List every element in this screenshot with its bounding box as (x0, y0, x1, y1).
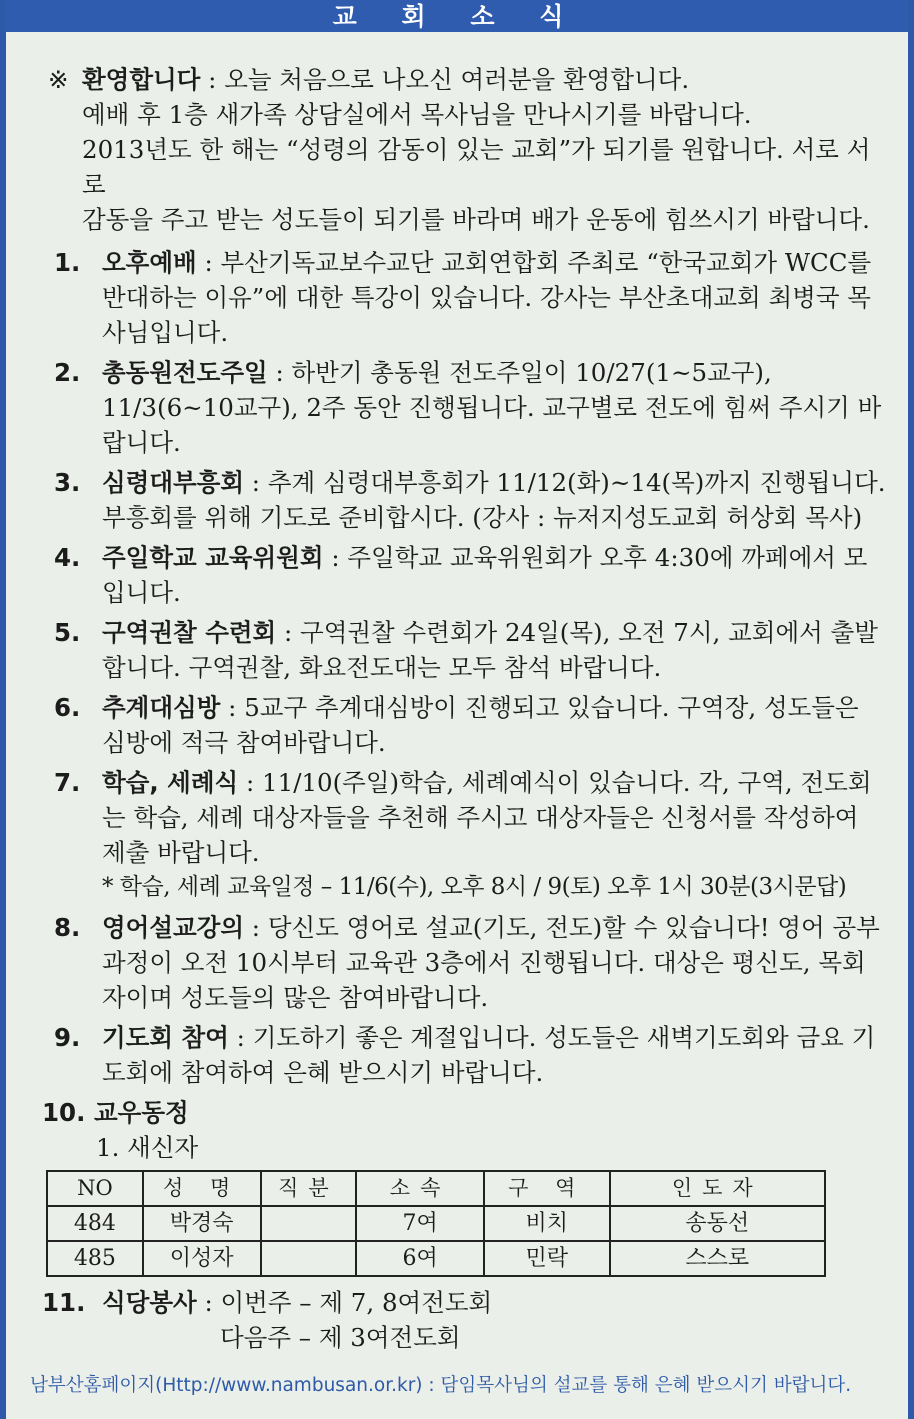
notice-number: 3. (54, 468, 81, 497)
notice-heading: 기도회 참여 (102, 1023, 229, 1052)
column-header: 구 역 (484, 1171, 610, 1206)
table-cell (261, 1206, 357, 1241)
table-row (47, 1206, 825, 1241)
reference-mark-icon: ※ (48, 65, 69, 94)
notice-item-visitation: 6. 추계대심방 : 5교구 추계대심방이 진행되고 있습니다. 구역장, 성도들은 심방에 적극 참여바랍니다. (34, 690, 886, 760)
notice-number: 2. (54, 358, 81, 387)
roster-subtitle: 1. 새신자 (96, 1133, 199, 1162)
notice-number: 6. (54, 693, 81, 722)
column-header: 인도자 (610, 1171, 825, 1206)
notice-number: 11. (42, 1288, 86, 1317)
service-this-week: 이번주 – 제 7, 8여전도회 (220, 1288, 493, 1317)
notice-text: 하반기 총동원 전도주일이 10/27(1~5교구), 11/3(6~10교구), 2주 동안 진행됩니다. 교구별로 전도에 힘써 주시기 바랍니다. (102, 358, 882, 457)
notice-item-revival: 3. 심령대부흥회 : 추계 심령대부흥회가 11/12(화)~14(목)까지 진행됩니다. 부흥회를 위해 기도로 준비합시다. (강사 : 뉴저지성도교회 허상회 목사) (34, 465, 886, 535)
notice-number: 8. (54, 913, 81, 942)
table-cell: 485 (47, 1241, 143, 1276)
column-header: 성 명 (143, 1171, 261, 1206)
notice-note: * 학습, 세례 교육일정 – 11/6(수), 오후 8시 / 9(토) 오후 1시 30분(3시문답) (102, 874, 847, 900)
notice-text: 기도하기 좋은 계절입니다. 성도들은 새벽기도회와 금요 기도회에 참여하여 은혜 받으시기 바랍니다. (102, 1023, 876, 1087)
table-header-row (47, 1171, 825, 1206)
notice-number: 5. (54, 618, 81, 647)
notice-number: 4. (54, 543, 81, 572)
table-cell: 송동선 (610, 1206, 825, 1241)
notice-number: 7. (54, 768, 81, 797)
table-cell: 7여 (356, 1206, 484, 1241)
welcome-first-line: ※ 환영합니다 : 오늘 처음으로 나오신 여러분을 환영합니다. (34, 62, 886, 97)
notice-text: 구역권찰 수련회가 24일(목), 오전 7시, 교회에서 출발합니다. 구역권찰, 화요전도대는 모두 참석 바랍니다. (102, 618, 878, 682)
column-header: NO (47, 1171, 143, 1206)
notice-text: 당신도 영어로 설교(기도, 전도)할 수 있습니다! 영어 공부과정이 오전 10시부터 교육관 3층에서 진행됩니다. 대상은 평신도, 목회자이며 성도들의 많은 참여바랍니다. (102, 913, 880, 1012)
table-cell: 민락 (484, 1241, 610, 1276)
homepage-footer: 남부산홈페이지(Http://www.nambusan.or.kr) : 담임목사님의 설교를 통해 은혜 받으시기 바랍니다. (30, 1375, 852, 1396)
notice-heading: 심령대부흥회 (102, 468, 245, 497)
notice-heading: 주일학교 교육위원회 (102, 543, 324, 572)
notice-text: 11/10(주일)학습, 세례예식이 있습니다. 각, 구역, 전도회는 학습, 세례 대상자들을 추천해 주시고 대상자들은 신청서를 작성하여 제출 바랍니다. (102, 768, 872, 867)
notice-item-member-news (34, 1095, 886, 1165)
table-cell (261, 1241, 357, 1276)
notice-item-afternoon-service: 1. 오후예배 : 부산기독교보수교단 교회연합회 주최로 “한국교회가 WCC를 반대하는 이유”에 대한 특강이 있습니다. 강사는 부산초대교회 최병국 목사님입니다. (34, 245, 886, 350)
welcome-section (34, 62, 886, 237)
table-row (47, 1241, 825, 1276)
column-header: 소속 (356, 1171, 484, 1206)
notice-heading: 추계대심방 (102, 693, 221, 722)
table-cell: 스스로 (610, 1241, 825, 1276)
notice-text: 주일학교 교육위원회가 오후 4:30에 까페에서 모입니다. (102, 543, 868, 607)
notice-number: 1. (54, 248, 81, 277)
notice-heading: 오후예배 (102, 248, 197, 277)
welcome-line: 감동을 주고 받는 성도들이 되기를 바라며 배가 운동에 힘쓰시기 바랍니다. (82, 205, 870, 234)
notice-heading: 구역권찰 수련회 (102, 618, 277, 647)
table-cell: 이성자 (143, 1241, 261, 1276)
column-header: 직분 (261, 1171, 357, 1206)
notice-text: 부산기독교보수교단 교회연합회 주최로 “한국교회가 WCC를 반대하는 이유”에 대한 특강이 있습니다. 강사는 부산초대교회 최병국 목사님입니다. (102, 248, 872, 347)
notice-number: 9. (54, 1023, 81, 1052)
notice-number: 10. (42, 1098, 86, 1127)
table-cell: 484 (47, 1206, 143, 1241)
notice-item-prayer-meeting: 9. 기도회 참여 : 기도하기 좋은 계절입니다. 성도들은 새벽기도회와 금요 기도회에 참여하여 은혜 받으시기 바랍니다. (34, 1020, 886, 1090)
notice-heading: 영어설교강의 (102, 913, 245, 942)
notice-item-evangelism-sunday: 2. 총동원전도주일 : 하반기 총동원 전도주일이 10/27(1~5교구), 11/3(6~10교구), 2주 동안 진행됩니다. 교구별로 전도에 힘써 주시기 바랍니다. (34, 355, 886, 460)
notice-heading: 총동원전도주일 (102, 358, 268, 387)
notice-heading: 교우동정 (94, 1098, 189, 1127)
notice-item-sunday-school: 4. 주일학교 교육위원회 : 주일학교 교육위원회가 오후 4:30에 까페에서 모입니다. (34, 540, 886, 610)
table-cell: 6여 (356, 1241, 484, 1276)
notice-heading: 식당봉사 (102, 1288, 197, 1317)
notice-item-kitchen-service: 11. 식당봉사 : 이번주 – 제 7, 8여전도회 다음주 – 제 3여전도회 (34, 1285, 886, 1355)
notice-item-baptism: 7. 학습, 세례식 : 11/10(주일)학습, 세례예식이 있습니다. 각, 구역, 전도회는 학습, 세례 대상자들을 추천해 주시고 대상자들은 신청서를 작성하여 제출 바랍니다. * 학습, 세례 교육일정 – 11/6(수), 오후 8시 / 9(토) 오후 1시 30분(3시문답) (34, 765, 886, 905)
new-member-table (46, 1170, 826, 1277)
welcome-line: 오늘 처음으로 나오신 여러분을 환영합니다. (224, 65, 690, 94)
page-title: 교 회 소 식 (6, 0, 908, 32)
table-cell: 비치 (484, 1206, 610, 1241)
table-cell: 박경숙 (143, 1206, 261, 1241)
service-next-week: 다음주 – 제 3여전도회 (220, 1323, 461, 1352)
notice-item-english-sermon: 8. 영어설교강의 : 당신도 영어로 설교(기도, 전도)할 수 있습니다! 영어 공부과정이 오전 10시부터 교육관 3층에서 진행됩니다. 대상은 평신도, 목회자이며 성도들의 많은 참여바랍니다. (34, 910, 886, 1015)
bulletin-content (34, 62, 886, 1355)
welcome-line: 예배 후 1층 새가족 상담실에서 목사님을 만나시기를 바랍니다. (82, 100, 752, 129)
notice-text: 추계 심령대부흥회가 11/12(화)~14(목)까지 진행됩니다. 부흥회를 위해 기도로 준비합시다. (강사 : 뉴저지성도교회 허상회 목사) (102, 468, 886, 532)
notice-text: 5교구 추계대심방이 진행되고 있습니다. 구역장, 성도들은 심방에 적극 참여바랍니다. (102, 693, 859, 757)
notice-heading: 학습, 세례식 (102, 768, 239, 797)
notice-item-retreat: 5. 구역권찰 수련회 : 구역권찰 수련회가 24일(목), 오전 7시, 교회에서 출발합니다. 구역권찰, 화요전도대는 모두 참석 바랍니다. (34, 615, 886, 685)
welcome-heading: 환영합니다 (82, 65, 201, 94)
welcome-line: 2013년도 한 해는 “성령의 감동이 있는 교회”가 되기를 원합니다. 서로 서로 (82, 135, 871, 199)
